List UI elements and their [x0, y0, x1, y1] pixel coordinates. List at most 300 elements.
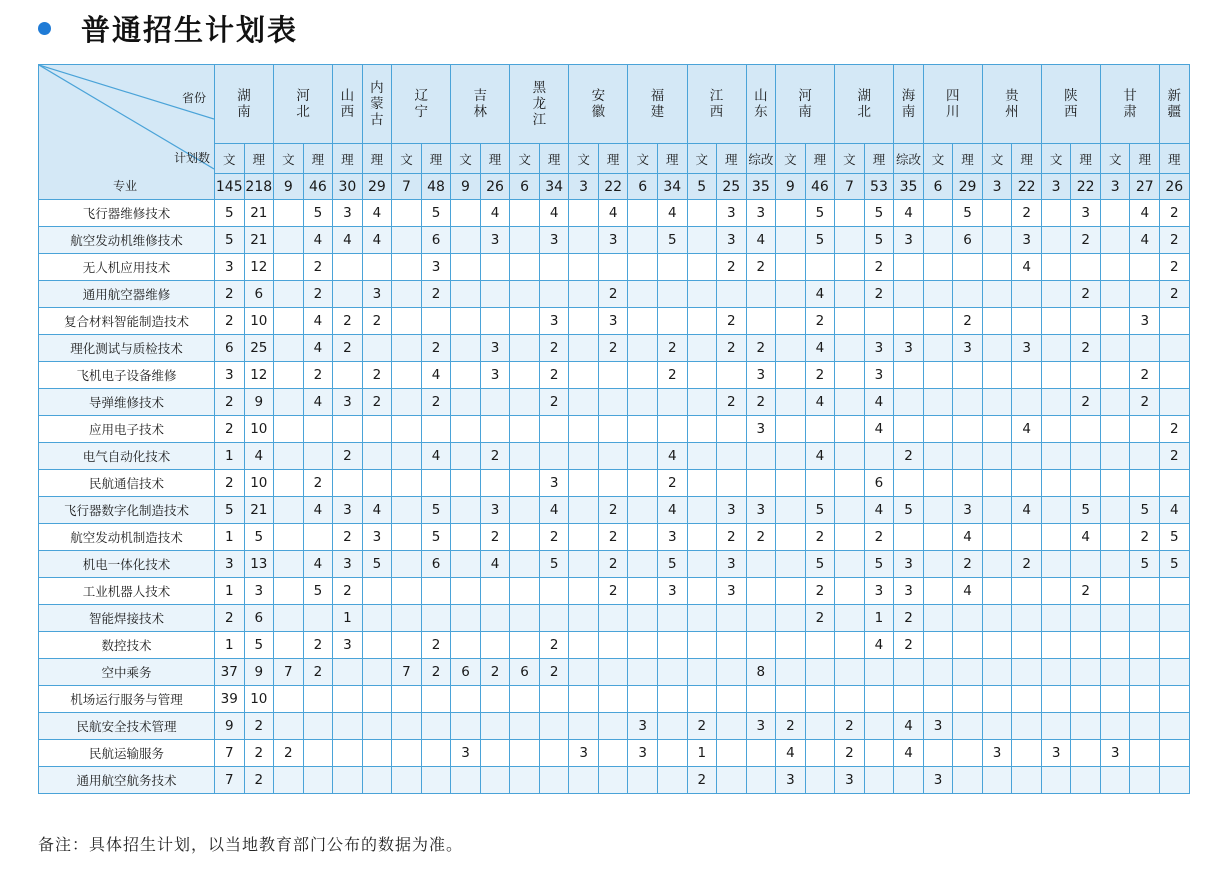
plan-value-cell: 3 — [333, 200, 363, 227]
plan-value-cell: 5 — [539, 551, 569, 578]
plan-value-cell — [982, 416, 1012, 443]
plan-value-cell — [657, 254, 687, 281]
plan-value-cell: 4 — [805, 389, 835, 416]
plan-value-cell: 2 — [717, 389, 747, 416]
plan-value-cell: 8 — [746, 659, 776, 686]
plan-value-cell: 2 — [1130, 524, 1160, 551]
province-header — [451, 65, 510, 144]
plan-total-cell: 6 — [628, 174, 658, 200]
plan-value-cell — [982, 497, 1012, 524]
plan-value-cell: 2 — [687, 713, 717, 740]
plan-value-cell — [923, 443, 953, 470]
plan-value-cell — [835, 632, 865, 659]
table-row — [39, 308, 1190, 335]
plan-value-cell — [598, 767, 628, 794]
plan-value-cell — [1100, 767, 1130, 794]
plan-value-cell: 2 — [835, 740, 865, 767]
plan-value-cell: 3 — [746, 416, 776, 443]
plan-value-cell — [1130, 605, 1160, 632]
plan-value-cell — [510, 389, 540, 416]
plan-value-cell — [835, 578, 865, 605]
subject-type-cell: 综改 — [746, 144, 776, 174]
subject-type-cell: 文 — [569, 144, 599, 174]
plan-value-cell — [687, 389, 717, 416]
plan-value-cell — [776, 362, 806, 389]
plan-value-cell — [1012, 443, 1042, 470]
plan-value-cell — [953, 632, 983, 659]
plan-value-cell: 4 — [1130, 200, 1160, 227]
plan-value-cell: 3 — [451, 740, 481, 767]
plan-value-cell: 37 — [215, 659, 245, 686]
plan-value-cell — [776, 227, 806, 254]
plan-value-cell — [1100, 362, 1130, 389]
plan-value-cell: 1 — [215, 524, 245, 551]
plan-value-cell: 2 — [1160, 254, 1190, 281]
plan-value-cell — [717, 281, 747, 308]
plan-value-cell: 3 — [215, 362, 245, 389]
major-name: 智能焊接技术 — [39, 605, 215, 632]
major-name: 航空发动机维修技术 — [39, 227, 215, 254]
plan-value-cell — [687, 497, 717, 524]
plan-value-cell — [303, 605, 333, 632]
plan-value-cell — [746, 470, 776, 497]
plan-value-cell: 5 — [894, 497, 924, 524]
plan-value-cell — [392, 470, 422, 497]
plan-value-cell — [421, 470, 451, 497]
plan-value-cell — [657, 389, 687, 416]
plan-value-cell — [628, 524, 658, 551]
plan-value-cell: 2 — [539, 389, 569, 416]
plan-value-cell — [274, 227, 304, 254]
plan-value-cell — [421, 740, 451, 767]
plan-value-cell: 3 — [894, 578, 924, 605]
plan-value-cell — [1041, 389, 1071, 416]
plan-value-cell: 3 — [215, 254, 245, 281]
plan-value-cell — [480, 686, 510, 713]
plan-value-cell — [451, 551, 481, 578]
plan-value-cell: 2 — [362, 389, 392, 416]
plan-value-cell — [1130, 470, 1160, 497]
table-row — [39, 281, 1190, 308]
plan-value-cell — [1041, 686, 1071, 713]
plan-value-cell: 3 — [333, 632, 363, 659]
plan-value-cell: 2 — [303, 470, 333, 497]
plan-value-cell — [333, 254, 363, 281]
major-name: 飞行器维修技术 — [39, 200, 215, 227]
plan-value-cell: 2 — [215, 470, 245, 497]
plan-value-cell: 2 — [1012, 551, 1042, 578]
plan-value-cell — [657, 308, 687, 335]
plan-value-cell — [1100, 308, 1130, 335]
plan-value-cell — [982, 767, 1012, 794]
plan-value-cell — [1130, 686, 1160, 713]
plan-value-cell — [480, 416, 510, 443]
major-name: 航空发动机制造技术 — [39, 524, 215, 551]
plan-value-cell: 2 — [303, 362, 333, 389]
plan-value-cell: 3 — [717, 497, 747, 524]
plan-value-cell — [392, 281, 422, 308]
plan-value-cell: 5 — [1160, 524, 1190, 551]
plan-value-cell — [1160, 335, 1190, 362]
plan-value-cell — [569, 443, 599, 470]
plan-value-cell — [1160, 713, 1190, 740]
plan-value-cell — [628, 578, 658, 605]
subject-type-cell: 理 — [333, 144, 363, 174]
plan-value-cell — [274, 389, 304, 416]
plan-value-cell: 12 — [244, 362, 274, 389]
province-header — [746, 65, 776, 144]
plan-total-cell: 46 — [303, 174, 333, 200]
plan-value-cell — [1160, 308, 1190, 335]
plan-value-cell: 2 — [1071, 281, 1101, 308]
plan-value-cell — [1071, 632, 1101, 659]
plan-value-cell — [362, 605, 392, 632]
province-name: 辽宁 — [414, 88, 428, 120]
plan-value-cell — [835, 497, 865, 524]
plan-value-cell — [451, 470, 481, 497]
plan-value-cell — [274, 524, 304, 551]
plan-value-cell: 10 — [244, 686, 274, 713]
plan-value-cell — [1071, 470, 1101, 497]
plan-value-cell: 4 — [776, 740, 806, 767]
plan-value-cell — [598, 632, 628, 659]
plan-value-cell — [953, 605, 983, 632]
plan-value-cell — [362, 767, 392, 794]
plan-value-cell: 2 — [1160, 416, 1190, 443]
plan-value-cell — [1160, 740, 1190, 767]
plan-value-cell: 2 — [274, 740, 304, 767]
province-header — [687, 65, 746, 144]
plan-value-cell: 2 — [805, 605, 835, 632]
plan-value-cell — [982, 335, 1012, 362]
plan-value-cell — [1012, 578, 1042, 605]
plan-value-cell — [510, 551, 540, 578]
plan-value-cell — [776, 470, 806, 497]
plan-value-cell — [953, 713, 983, 740]
plan-value-cell: 3 — [480, 335, 510, 362]
table-row — [39, 605, 1190, 632]
plan-value-cell: 2 — [1130, 362, 1160, 389]
plan-value-cell — [598, 254, 628, 281]
plan-value-cell — [953, 470, 983, 497]
plan-value-cell: 3 — [746, 200, 776, 227]
plan-value-cell — [392, 443, 422, 470]
major-name: 机场运行服务与管理 — [39, 686, 215, 713]
plan-value-cell — [362, 254, 392, 281]
plan-value-cell — [953, 281, 983, 308]
plan-value-cell — [480, 308, 510, 335]
plan-value-cell — [1071, 254, 1101, 281]
plan-value-cell — [510, 713, 540, 740]
plan-value-cell — [569, 281, 599, 308]
plan-value-cell — [274, 767, 304, 794]
plan-value-cell: 2 — [717, 524, 747, 551]
plan-value-cell — [894, 659, 924, 686]
plan-value-cell — [333, 362, 363, 389]
plan-value-cell — [569, 254, 599, 281]
plan-value-cell: 3 — [953, 335, 983, 362]
plan-value-cell: 3 — [539, 227, 569, 254]
plan-value-cell — [1041, 308, 1071, 335]
plan-value-cell — [303, 524, 333, 551]
table-row — [39, 551, 1190, 578]
plan-value-cell: 2 — [303, 281, 333, 308]
plan-value-cell: 5 — [215, 227, 245, 254]
plan-value-cell — [569, 416, 599, 443]
plan-value-cell — [894, 416, 924, 443]
plan-value-cell — [776, 524, 806, 551]
plan-value-cell — [1160, 659, 1190, 686]
plan-value-cell — [835, 335, 865, 362]
plan-value-cell — [982, 578, 1012, 605]
table-row — [39, 497, 1190, 524]
subject-type-cell: 理 — [539, 144, 569, 174]
plan-value-cell — [569, 578, 599, 605]
plan-value-cell: 2 — [421, 632, 451, 659]
plan-value-cell — [451, 362, 481, 389]
plan-value-cell — [1041, 254, 1071, 281]
plan-value-cell: 5 — [244, 524, 274, 551]
plan-value-cell — [923, 389, 953, 416]
plan-value-cell — [628, 497, 658, 524]
major-name: 无人机应用技术 — [39, 254, 215, 281]
table-row — [39, 389, 1190, 416]
plan-value-cell: 2 — [215, 308, 245, 335]
plan-value-cell — [274, 551, 304, 578]
plan-value-cell — [392, 497, 422, 524]
plan-value-cell — [480, 713, 510, 740]
corner-label-province: 省份 — [181, 91, 206, 105]
plan-value-cell — [1041, 551, 1071, 578]
plan-value-cell — [303, 443, 333, 470]
plan-value-cell — [717, 659, 747, 686]
plan-value-cell — [835, 659, 865, 686]
plan-value-cell: 3 — [1041, 740, 1071, 767]
plan-value-cell — [539, 254, 569, 281]
plan-value-cell — [746, 740, 776, 767]
plan-value-cell: 2 — [215, 389, 245, 416]
plan-value-cell — [717, 632, 747, 659]
province-header — [333, 65, 363, 144]
subject-type-cell: 文 — [982, 144, 1012, 174]
plan-value-cell — [746, 686, 776, 713]
plan-value-cell — [894, 389, 924, 416]
plan-value-cell — [539, 740, 569, 767]
plan-value-cell: 4 — [539, 497, 569, 524]
plan-total-cell: 35 — [746, 174, 776, 200]
page-title: 普通招生计划表 — [81, 12, 299, 47]
plan-value-cell — [1130, 578, 1160, 605]
plan-value-cell — [392, 308, 422, 335]
plan-value-cell — [480, 578, 510, 605]
plan-value-cell: 3 — [717, 227, 747, 254]
plan-value-cell — [982, 551, 1012, 578]
plan-value-cell: 1 — [333, 605, 363, 632]
plan-value-cell — [835, 443, 865, 470]
plan-value-cell — [953, 389, 983, 416]
plan-value-cell — [628, 227, 658, 254]
plan-total-cell: 9 — [776, 174, 806, 200]
plan-value-cell — [333, 281, 363, 308]
plan-value-cell — [1012, 686, 1042, 713]
plan-value-cell — [982, 227, 1012, 254]
province-name: 黑龙江 — [532, 80, 547, 128]
plan-value-cell — [451, 416, 481, 443]
major-name: 数控技术 — [39, 632, 215, 659]
plan-value-cell: 5 — [864, 227, 894, 254]
plan-value-cell: 3 — [215, 551, 245, 578]
plan-total-cell: 6 — [923, 174, 953, 200]
plan-value-cell: 4 — [894, 740, 924, 767]
subject-type-cell: 理 — [244, 144, 274, 174]
plan-value-cell — [569, 200, 599, 227]
major-name: 通用航空航务技术 — [39, 767, 215, 794]
plan-value-cell — [480, 605, 510, 632]
plan-total-cell: 22 — [598, 174, 628, 200]
plan-value-cell: 1 — [864, 605, 894, 632]
plan-value-cell — [1041, 632, 1071, 659]
plan-value-cell — [1160, 389, 1190, 416]
plan-value-cell: 2 — [687, 767, 717, 794]
plan-value-cell: 2 — [894, 632, 924, 659]
plan-value-cell — [982, 281, 1012, 308]
plan-value-cell — [421, 686, 451, 713]
plan-total-cell: 48 — [421, 174, 451, 200]
plan-value-cell — [717, 767, 747, 794]
plan-value-cell — [392, 740, 422, 767]
plan-value-cell — [805, 470, 835, 497]
plan-value-cell: 3 — [1100, 740, 1130, 767]
plan-value-cell: 2 — [657, 335, 687, 362]
plan-value-cell — [1071, 605, 1101, 632]
plan-value-cell: 3 — [333, 497, 363, 524]
plan-value-cell — [1012, 767, 1042, 794]
plan-value-cell: 2 — [244, 713, 274, 740]
plan-value-cell: 4 — [303, 551, 333, 578]
plan-value-cell — [598, 443, 628, 470]
plan-value-cell — [835, 389, 865, 416]
plan-value-cell — [717, 713, 747, 740]
subject-type-cell: 文 — [274, 144, 304, 174]
subject-type-cell: 文 — [1041, 144, 1071, 174]
plan-value-cell — [923, 416, 953, 443]
plan-value-cell — [303, 416, 333, 443]
plan-value-cell — [362, 713, 392, 740]
corner-label-plan: 计划数 — [173, 151, 210, 165]
plan-value-cell — [569, 713, 599, 740]
plan-value-cell — [274, 362, 304, 389]
plan-value-cell: 4 — [657, 200, 687, 227]
plan-value-cell — [746, 578, 776, 605]
plan-value-cell — [1071, 362, 1101, 389]
plan-value-cell: 2 — [215, 605, 245, 632]
major-name: 通用航空器维修 — [39, 281, 215, 308]
plan-value-cell — [776, 443, 806, 470]
plan-value-cell — [894, 470, 924, 497]
plan-value-cell — [539, 281, 569, 308]
plan-value-cell: 7 — [392, 659, 422, 686]
plan-value-cell — [598, 416, 628, 443]
plan-value-cell — [1071, 416, 1101, 443]
plan-value-cell — [864, 686, 894, 713]
plan-value-cell — [894, 686, 924, 713]
plan-value-cell: 3 — [657, 524, 687, 551]
plan-value-cell: 5 — [215, 200, 245, 227]
plan-value-cell — [510, 605, 540, 632]
plan-value-cell: 4 — [303, 335, 333, 362]
plan-value-cell — [569, 632, 599, 659]
plan-value-cell — [1100, 227, 1130, 254]
plan-value-cell — [657, 632, 687, 659]
plan-value-cell: 3 — [1130, 308, 1160, 335]
plan-value-cell — [982, 659, 1012, 686]
plan-value-cell — [1130, 443, 1160, 470]
plan-value-cell — [362, 686, 392, 713]
plan-value-cell: 3 — [598, 308, 628, 335]
plan-value-cell — [1130, 632, 1160, 659]
plan-value-cell — [894, 281, 924, 308]
plan-total-cell: 3 — [1100, 174, 1130, 200]
plan-value-cell — [982, 632, 1012, 659]
plan-value-cell: 4 — [362, 497, 392, 524]
plan-value-cell — [982, 713, 1012, 740]
plan-value-cell — [1100, 551, 1130, 578]
plan-value-cell: 1 — [687, 740, 717, 767]
plan-value-cell — [1130, 416, 1160, 443]
plan-value-cell: 3 — [1012, 227, 1042, 254]
plan-value-cell — [421, 713, 451, 740]
plan-value-cell — [539, 713, 569, 740]
plan-value-cell — [835, 605, 865, 632]
plan-value-cell: 2 — [244, 740, 274, 767]
plan-value-cell — [1100, 281, 1130, 308]
plan-value-cell: 3 — [1071, 200, 1101, 227]
plan-value-cell: 3 — [864, 362, 894, 389]
plan-value-cell — [1100, 686, 1130, 713]
plan-value-cell — [776, 632, 806, 659]
plan-value-cell — [746, 632, 776, 659]
plan-value-cell — [1130, 713, 1160, 740]
plan-value-cell — [894, 767, 924, 794]
plan-value-cell — [1160, 767, 1190, 794]
subject-type-cell: 理 — [1012, 144, 1042, 174]
table-row — [39, 713, 1190, 740]
plan-value-cell: 4 — [805, 443, 835, 470]
plan-value-cell — [569, 767, 599, 794]
province-header — [982, 65, 1041, 144]
subject-type-cell: 理 — [1130, 144, 1160, 174]
plan-value-cell — [362, 443, 392, 470]
plan-value-cell — [1041, 659, 1071, 686]
plan-value-cell — [1100, 524, 1130, 551]
plan-value-cell — [982, 443, 1012, 470]
subject-type-cell: 理 — [1160, 144, 1190, 174]
plan-value-cell — [776, 686, 806, 713]
subject-type-cell: 文 — [776, 144, 806, 174]
subject-type-cell: 理 — [1071, 144, 1101, 174]
plan-value-cell — [392, 767, 422, 794]
plan-value-cell: 3 — [480, 362, 510, 389]
plan-value-cell: 2 — [362, 362, 392, 389]
plan-total-cell: 53 — [864, 174, 894, 200]
subject-type-cell: 理 — [421, 144, 451, 174]
plan-value-cell — [717, 605, 747, 632]
plan-total-cell: 5 — [687, 174, 717, 200]
plan-value-cell — [1160, 470, 1190, 497]
plan-value-cell — [657, 281, 687, 308]
plan-value-cell — [569, 497, 599, 524]
plan-value-cell: 2 — [864, 254, 894, 281]
